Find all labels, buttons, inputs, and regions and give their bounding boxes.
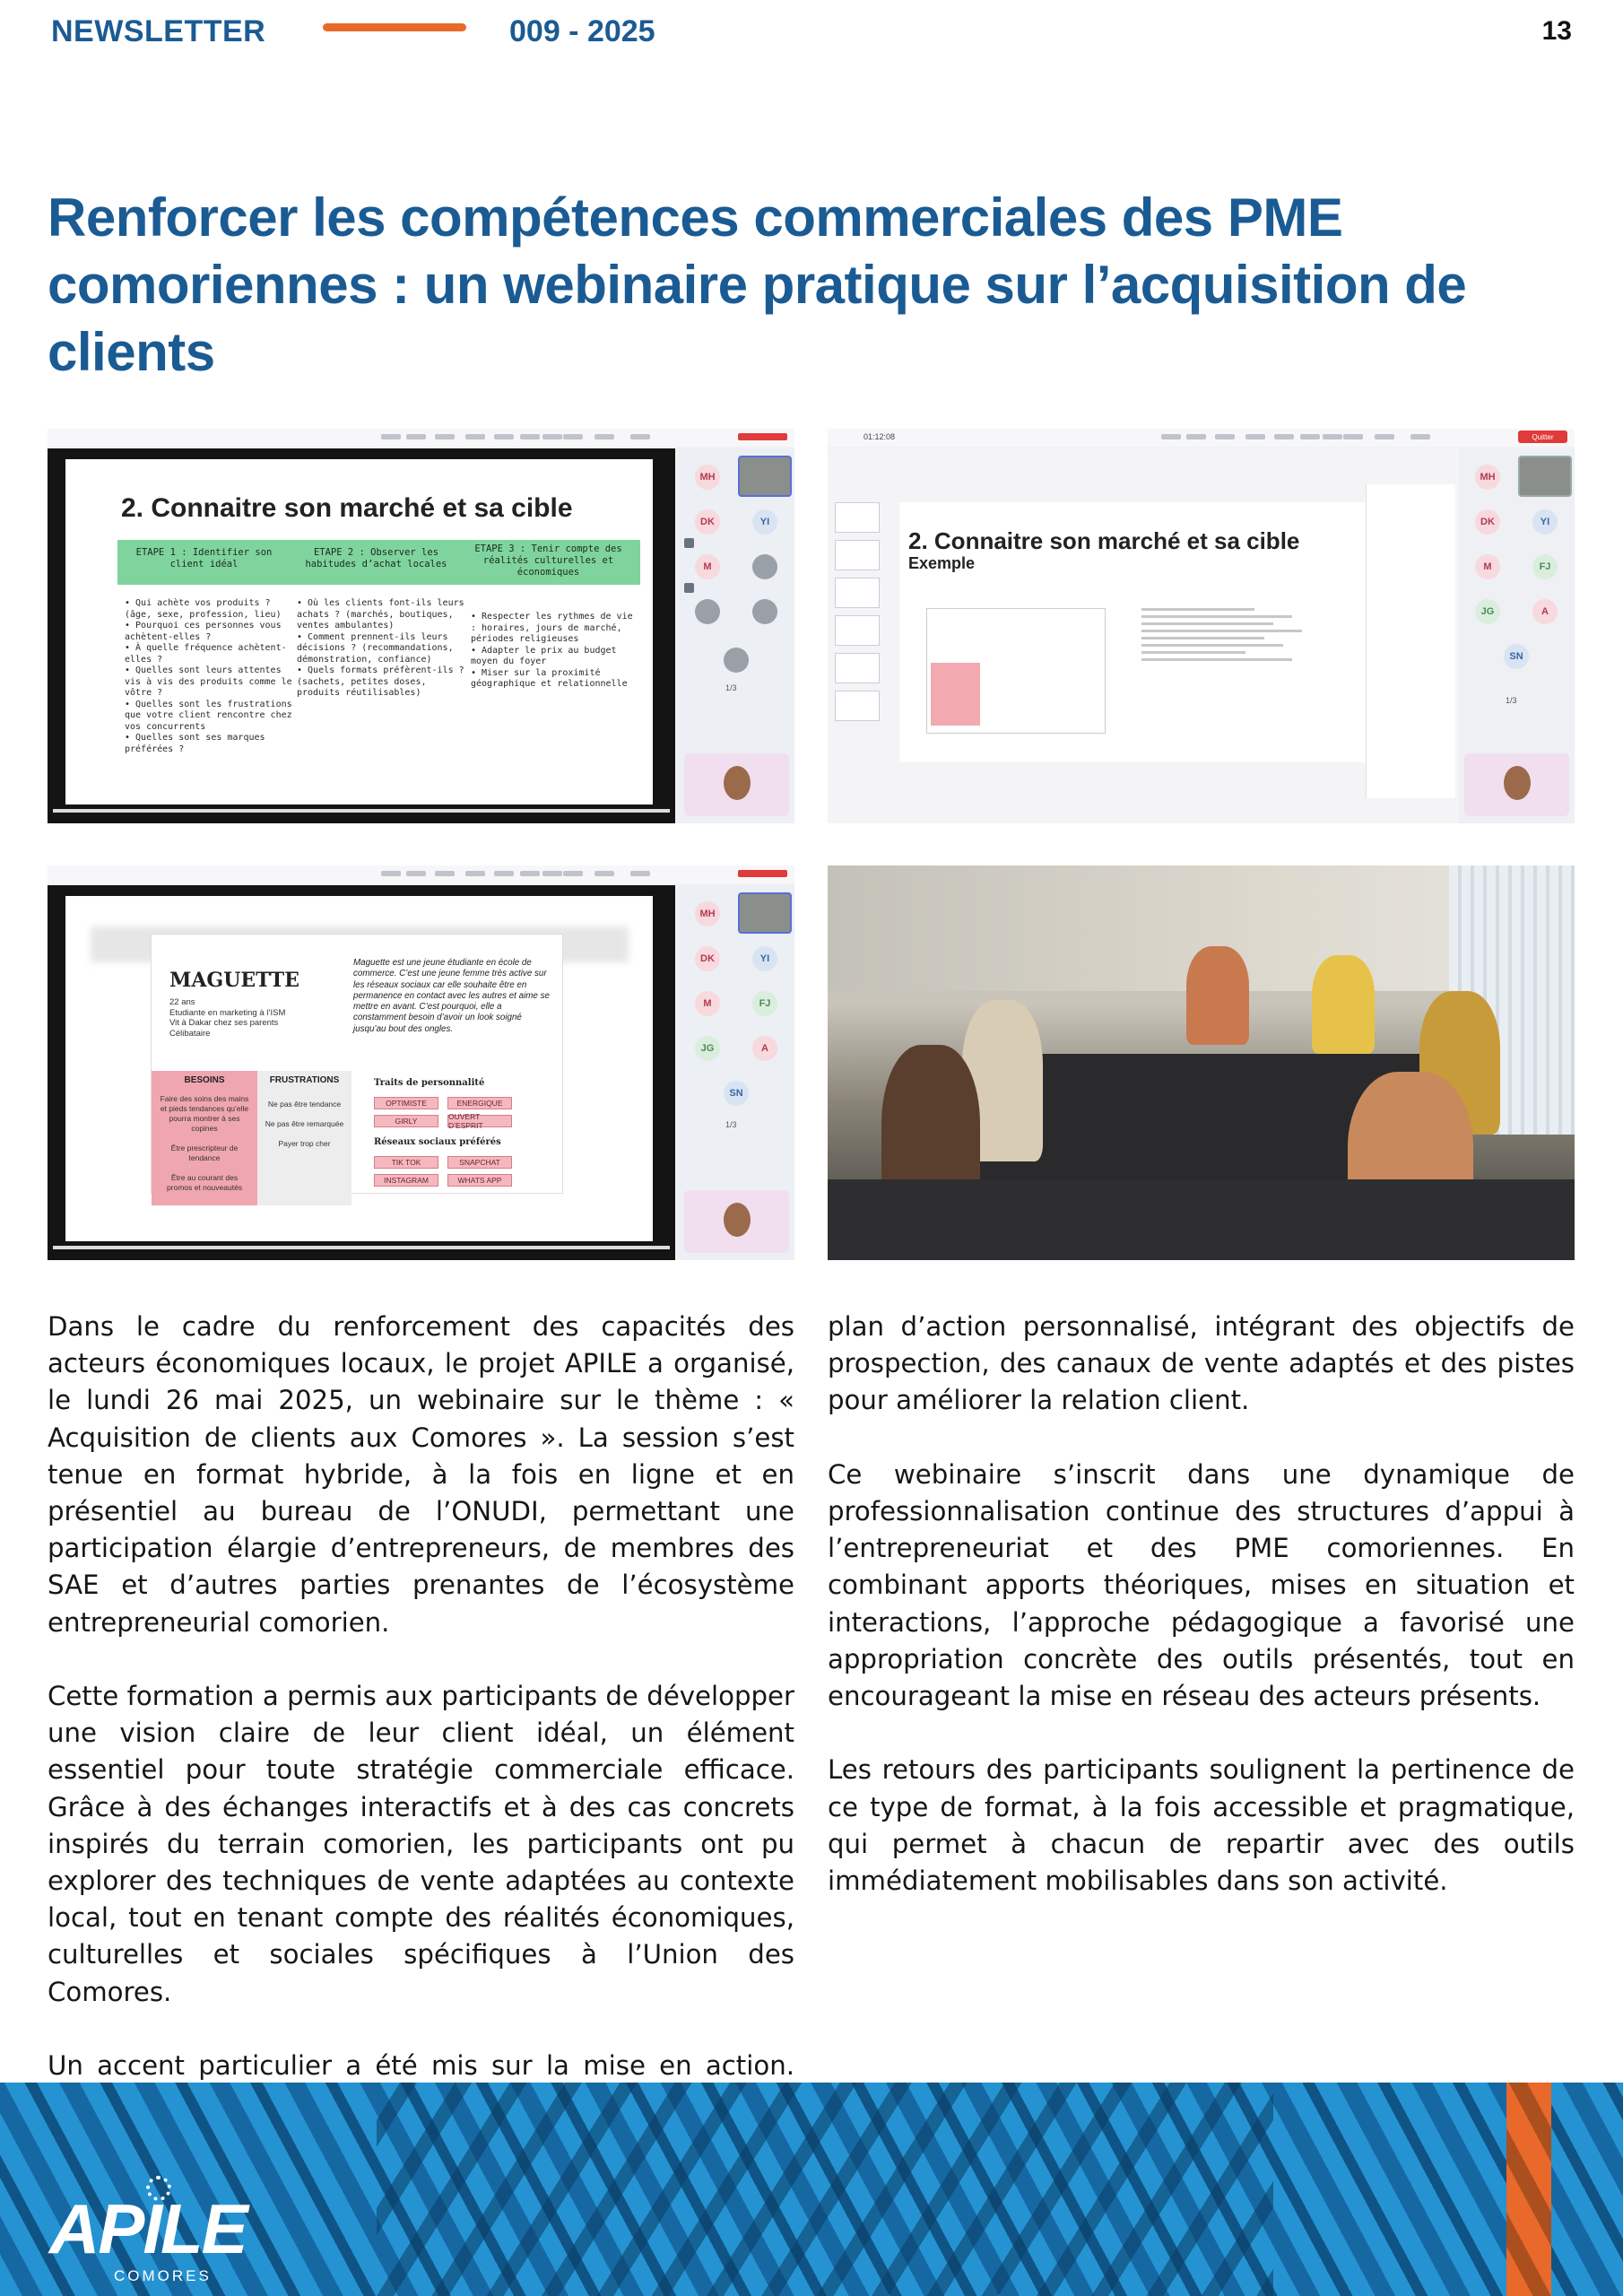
slide-title: 2. Connaitre son marché et sa cible bbox=[908, 527, 1300, 554]
slide-thumbnails[interactable] bbox=[835, 502, 881, 771]
meeting-toolbar bbox=[48, 429, 794, 447]
article-column-left bbox=[48, 1309, 794, 2121]
video-timeline bbox=[53, 1246, 670, 1249]
participant-avatar: JG bbox=[695, 1036, 720, 1061]
self-camera bbox=[1464, 753, 1569, 816]
camera-tile bbox=[1518, 456, 1572, 497]
trait-tag: GIRLY bbox=[374, 1115, 438, 1127]
participant-avatar: MH bbox=[695, 901, 720, 926]
participant-avatar bbox=[695, 599, 720, 624]
social-heading: Réseaux sociaux préférés bbox=[374, 1137, 501, 1147]
shared-screen bbox=[48, 448, 675, 823]
participant-avatar: JG bbox=[1475, 599, 1500, 624]
participant-avatar: DK bbox=[695, 509, 720, 535]
trait-tag: OPTIMISTE bbox=[374, 1097, 438, 1109]
participant-avatar: M bbox=[1475, 554, 1500, 579]
paragraph: Un accent particulier a été mis sur la mise en action. bbox=[48, 2050, 794, 2082]
self-camera bbox=[684, 753, 789, 816]
notes-lines bbox=[1141, 608, 1330, 665]
paragraph: Cette formation a permis aux participants de développer une vision claire de leur client idéal, un élément essentiel pour toute stratégie commerciale efficace. Grâce à des échanges interactifs et à des cas concrets inspirés du terrain comorien, les participants ont pu explorer des techniques de vente adaptées au contexte local, tout en tenant compte des réalités économiques, culturelles et sociales spécifiques à l’Union des Comores. bbox=[48, 1681, 794, 2007]
step-2-heading: ETAPE 2 : Observer les habitudes d’achat locales bbox=[305, 547, 447, 570]
paragraph: Dans le cadre du renforcement des capacités des acteurs économiques locaux, le projet APILE a organisé, le lundi 26 mai 2025, un webinaire sur le thème : « Acquisition de clients aux Comores ». La session s’est tenue en format hybride, à la fois en ligne et en présentiel au bureau de l’ONUDI, permettant une participation élargie d’entrepreneurs, de membres des SAE et d’autres parties prenantes de l’écosystème entrepreneurial comorien. bbox=[48, 1311, 794, 1638]
needs-heading: BESOINS bbox=[184, 1075, 225, 1085]
webinar-screenshot-editor bbox=[828, 429, 1575, 823]
paragraph: plan d’action personnalisé, intégrant des objectifs de prospection, des canaux de vente adaptés et des pistes pour améliorer la relation client. bbox=[828, 1311, 1575, 1416]
paragraph: Ce webinaire s’inscrit dans une dynamique de professionnalisation continue des structures d’appui à l’entrepreneuriat et des PME comoriennes. En combinant apports théoriques, mises en situation et interactions, l’approche pédagogique a favorisé une appropriation concrète des outils présentés, tout en encourageant la mise en réseau des acteurs présents. bbox=[828, 1458, 1575, 1712]
participant-avatar: YI bbox=[1532, 509, 1558, 535]
participants-panel bbox=[1459, 448, 1575, 823]
frustrations-body: Ne pas être tendance Ne pas être remarquée Payer trop cher bbox=[265, 1100, 344, 1148]
camera-tile bbox=[738, 892, 792, 934]
page-number: 13 bbox=[1541, 16, 1572, 46]
social-tag: SNAPCHAT bbox=[447, 1156, 512, 1169]
article-column-right bbox=[828, 1309, 1575, 1900]
participant-avatar: A bbox=[752, 1036, 777, 1061]
persona-card bbox=[151, 934, 563, 1194]
meeting-toolbar bbox=[48, 865, 794, 883]
video-timeline bbox=[53, 809, 670, 813]
trait-tag: OUVERT D’ESPRIT bbox=[447, 1115, 512, 1127]
presentation-slide bbox=[65, 896, 653, 1241]
persona-card-preview bbox=[926, 608, 1106, 734]
newsletter-label: NEWSLETTER bbox=[51, 14, 266, 48]
slide-subtitle: Exemple bbox=[908, 554, 976, 572]
participant-avatar bbox=[752, 599, 777, 624]
webinar-screenshot-steps bbox=[48, 429, 794, 823]
mic-icon bbox=[684, 538, 694, 548]
participant-avatar: SN bbox=[724, 1081, 749, 1106]
camera-tile bbox=[738, 456, 792, 497]
recording-timer: 01:12:08 bbox=[864, 432, 896, 441]
logo-wordmark: APILE bbox=[49, 2189, 247, 2268]
logo-subtitle: COMORES bbox=[114, 2267, 212, 2284]
persona-meta: 22 ans Etudiante en marketing à l’ISM Vit à Dakar chez ses parents Célibataire bbox=[169, 997, 286, 1039]
participant-avatar: FJ bbox=[1532, 554, 1558, 579]
social-tag: WHATS APP bbox=[447, 1174, 512, 1187]
quit-button[interactable]: Quitter bbox=[1518, 430, 1567, 443]
participant-avatar: YI bbox=[752, 946, 777, 971]
self-camera bbox=[684, 1190, 789, 1253]
participant-avatar: M bbox=[695, 554, 720, 579]
article-title: Renforcer les compétences commerciales des PME comoriennes : un webinaire pratique sur l’acquisition de clients bbox=[48, 187, 1467, 382]
header-accent-bar bbox=[323, 23, 466, 31]
step-2-body: • Où les clients font-ils leurs achats ? (marchés, boutiques, ventes ambulantes) • Comment prennent-ils leurs décisions ? (recommandations, démonstration, confiance) • Quels formats préfèrent-ils ? (sachets, petites doses, produits réutilisables) bbox=[297, 598, 464, 698]
pager[interactable]: 1/3 bbox=[725, 1120, 737, 1129]
slide-title: 2. Connaitre son marché et sa cible bbox=[121, 493, 573, 523]
meeting-room-photo bbox=[828, 865, 1575, 1260]
participant-avatar: SN bbox=[1504, 644, 1529, 669]
traits-heading: Traits de personnalité bbox=[374, 1078, 485, 1088]
participant-avatar: DK bbox=[1475, 509, 1500, 535]
participant-avatar: A bbox=[1532, 599, 1558, 624]
paragraph: Les retours des participants soulignent la pertinence de ce type de format, à la fois accessible et pragmatique, qui permet à chacun de repartir avec des outils immédiatement mobilisables dans son activité. bbox=[828, 1754, 1575, 1897]
participants-panel bbox=[679, 448, 794, 823]
presentation-slide bbox=[65, 459, 653, 804]
participant-avatar: MH bbox=[695, 465, 720, 490]
shared-screen bbox=[48, 885, 675, 1260]
participant-avatar: DK bbox=[695, 946, 720, 971]
social-tag: INSTAGRAM bbox=[374, 1174, 438, 1187]
mic-icon bbox=[684, 583, 694, 593]
participant-avatar bbox=[752, 554, 777, 579]
persona-description: Maguette est une jeune étudiante en école de commerce. C’est une jeune femme très active sur les réseaux sociaux car elle souhaite être en permanence en contact avec les autres et aime se mettre en avant. C’est pourquoi, elle a constamment besoin d’avoir un look soigné jusqu’au bout des ongles. bbox=[353, 958, 550, 1034]
step-1-heading: ETAPE 1 : Identifier son client idéal bbox=[135, 547, 273, 570]
apile-logo bbox=[49, 2188, 256, 2287]
meeting-toolbar bbox=[828, 429, 1575, 447]
step-1-body: • Qui achète vos produits ? (âge, sexe, profession, lieu) • Pourquoi ces personnes vous achètent-elles ? • À quelle fréquence achètent-elles ? • Quelles sont leurs attentes vis à vis des produits comme le vôtre ? • Quelles sont les frustrations que votre client rencontre chez vos concurrents • Quelles sont ses marques préférées ? bbox=[125, 598, 292, 754]
participant-avatar bbox=[724, 648, 749, 673]
step-3-heading: ETAPE 3 : Tenir compte des réalités culturelles et économiques bbox=[474, 544, 622, 578]
footer-orange-stripe bbox=[1506, 2083, 1551, 2296]
editor-canvas[interactable] bbox=[899, 502, 1366, 762]
participants-panel bbox=[679, 885, 794, 1260]
needs-body: Faire des soins des mains et pieds tendances qu’elle pourra montrer à ses copines Être prescripteur de tendance Être au courant des promos et nouveautés bbox=[160, 1094, 249, 1192]
frustrations-heading: FRUSTRATIONS bbox=[269, 1075, 340, 1085]
webinar-screenshot-persona bbox=[48, 865, 794, 1260]
participant-avatar: MH bbox=[1475, 465, 1500, 490]
participant-avatar: YI bbox=[752, 509, 777, 535]
step-3-body: • Respecter les rythmes de vie : horaires, jours de marché, périodes religieuses • Adapter le prix au budget moyen du foyer • Miser sur la proximité géographique et relationnelle bbox=[471, 612, 633, 689]
pager[interactable]: 1/3 bbox=[1506, 696, 1517, 705]
social-tag: TIK TOK bbox=[374, 1156, 438, 1169]
properties-panel[interactable] bbox=[1366, 484, 1455, 798]
persona-name: MAGUETTE bbox=[169, 969, 299, 992]
participant-avatar: M bbox=[695, 991, 720, 1016]
issue-number: 009 - 2025 bbox=[509, 14, 655, 48]
trait-tag: ENERGIQUE bbox=[447, 1097, 512, 1109]
participant-avatar: FJ bbox=[752, 991, 777, 1016]
pager[interactable]: 1/3 bbox=[725, 683, 737, 692]
